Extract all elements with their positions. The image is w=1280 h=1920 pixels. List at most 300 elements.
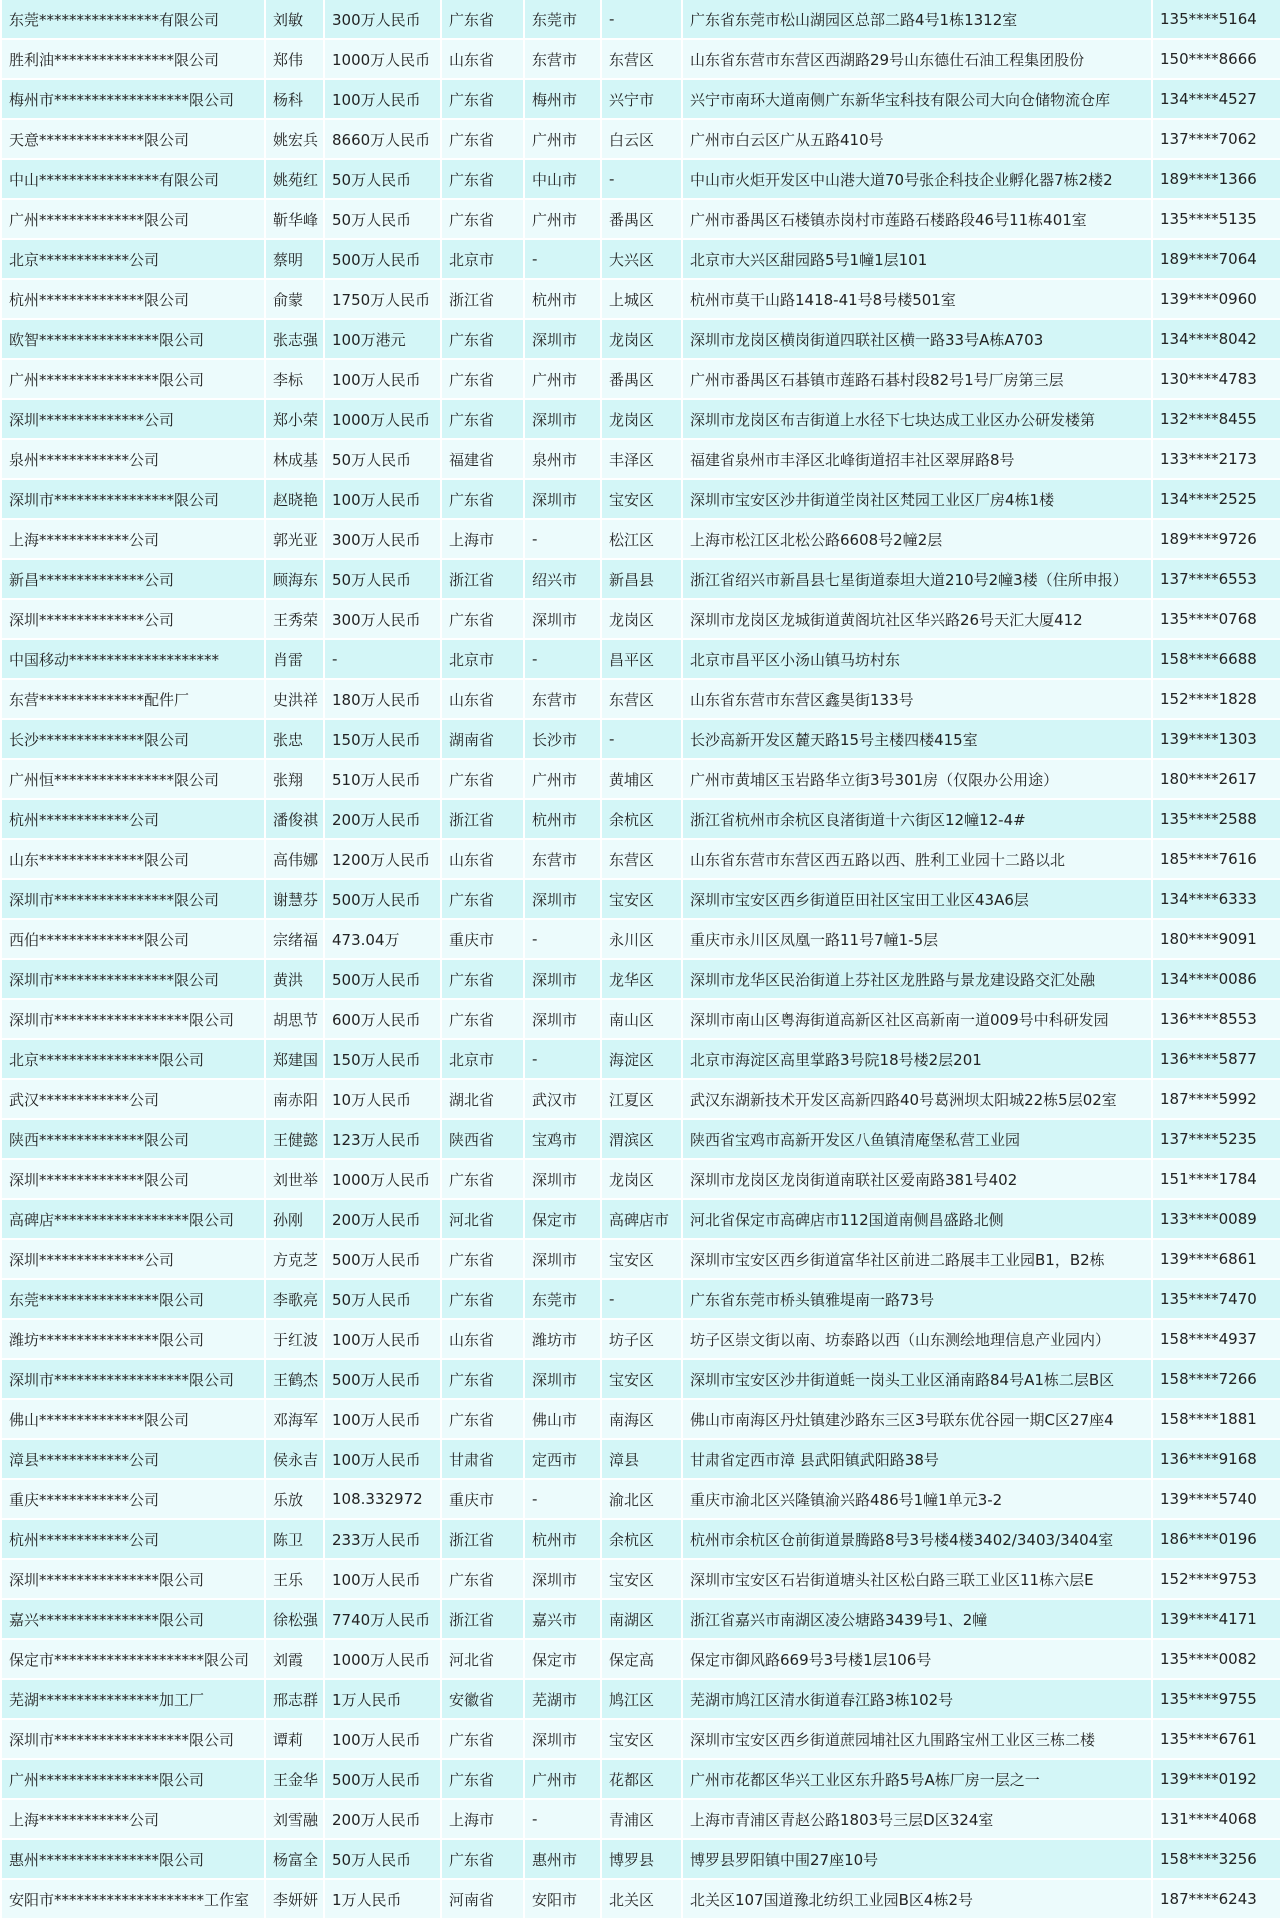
district-cell: -	[602, 720, 681, 760]
phone-cell: 139****6861	[1153, 1240, 1280, 1280]
city-cell: 深圳市	[525, 880, 600, 920]
registered-capital-cell: 1000万人民币	[325, 1160, 440, 1200]
company-name-cell: 深圳**************公司	[2, 600, 264, 640]
city-cell: -	[525, 920, 600, 960]
phone-cell: 136****5877	[1153, 1040, 1280, 1080]
table-row	[2, 1440, 1280, 1480]
table-row	[2, 1800, 1280, 1840]
phone-cell: 135****9755	[1153, 1680, 1280, 1720]
district-cell: 黄埔区	[602, 760, 681, 800]
province-cell: 广东省	[442, 0, 523, 40]
legal-person-cell: 蔡明	[266, 240, 323, 280]
legal-person-cell: 肖雷	[266, 640, 323, 680]
registered-capital-cell: 7740万人民币	[325, 1600, 440, 1640]
company-name-cell: 北京************公司	[2, 240, 264, 280]
phone-cell: 130****4783	[1153, 360, 1280, 400]
registered-capital-cell: 50万人民币	[325, 200, 440, 240]
company-name-cell: 漳县************公司	[2, 1440, 264, 1480]
legal-person-cell: 杨富全	[266, 1840, 323, 1880]
district-cell: 保定高	[602, 1640, 681, 1680]
table-row	[2, 1080, 1280, 1120]
city-cell: 深圳市	[525, 1720, 600, 1760]
city-cell: -	[525, 1040, 600, 1080]
registered-capital-cell: 100万人民币	[325, 480, 440, 520]
legal-person-cell: 南赤阳	[266, 1080, 323, 1120]
address-cell: 深圳市宝安区西乡街道臣田社区宝田工业区43A6层	[683, 880, 1151, 920]
company-name-cell: 西伯**************限公司	[2, 920, 264, 960]
legal-person-cell: 史洪祥	[266, 680, 323, 720]
table-row	[2, 240, 1280, 280]
district-cell: 东营区	[602, 680, 681, 720]
city-cell: 广州市	[525, 1760, 600, 1800]
table-row	[2, 960, 1280, 1000]
legal-person-cell: 王鹤杰	[266, 1360, 323, 1400]
registered-capital-cell: 50万人民币	[325, 1840, 440, 1880]
city-cell: 佛山市	[525, 1400, 600, 1440]
registered-capital-cell: 100万人民币	[325, 1720, 440, 1760]
phone-cell: 137****5235	[1153, 1120, 1280, 1160]
registered-capital-cell: 100万人民币	[325, 360, 440, 400]
district-cell: 南湖区	[602, 1600, 681, 1640]
address-cell: 广州市番禺区石楼镇赤岗村市莲路石楼路段46号11栋401室	[683, 200, 1151, 240]
address-cell: 甘肃省定西市漳 县武阳镇武阳路38号	[683, 1440, 1151, 1480]
legal-person-cell: 张翔	[266, 760, 323, 800]
legal-person-cell: 谢慧芬	[266, 880, 323, 920]
address-cell: 浙江省嘉兴市南湖区凌公塘路3439号1、2幢	[683, 1600, 1151, 1640]
district-cell: 大兴区	[602, 240, 681, 280]
company-name-cell: 深圳市****************限公司	[2, 480, 264, 520]
phone-cell: 139****0192	[1153, 1760, 1280, 1800]
legal-person-cell: 杨科	[266, 80, 323, 120]
city-cell: 深圳市	[525, 400, 600, 440]
district-cell: 鸠江区	[602, 1680, 681, 1720]
province-cell: 广东省	[442, 1280, 523, 1320]
city-cell: 深圳市	[525, 600, 600, 640]
table-row	[2, 1200, 1280, 1240]
address-cell: 佛山市南海区丹灶镇建沙路东三区3号联东优谷园一期C区27座4	[683, 1400, 1151, 1440]
table-row	[2, 1600, 1280, 1640]
legal-person-cell: 俞蒙	[266, 280, 323, 320]
city-cell: 东营市	[525, 840, 600, 880]
phone-cell: 135****5135	[1153, 200, 1280, 240]
company-name-cell: 中国移动********************	[2, 640, 264, 680]
legal-person-cell: 姚苑红	[266, 160, 323, 200]
province-cell: 重庆市	[442, 920, 523, 960]
phone-cell: 180****2617	[1153, 760, 1280, 800]
company-name-cell: 广州**************限公司	[2, 200, 264, 240]
table-row	[2, 1360, 1280, 1400]
legal-person-cell: 林成基	[266, 440, 323, 480]
district-cell: 余杭区	[602, 1520, 681, 1560]
province-cell: 广东省	[442, 1560, 523, 1600]
phone-cell: 135****7470	[1153, 1280, 1280, 1320]
district-cell: 宝安区	[602, 1240, 681, 1280]
address-cell: 山东省东营市东营区西湖路29号山东德仕石油工程集团股份	[683, 40, 1151, 80]
province-cell: 广东省	[442, 1240, 523, 1280]
address-cell: 广东省东莞市桥头镇雅堤南一路73号	[683, 1280, 1151, 1320]
legal-person-cell: 李歌亮	[266, 1280, 323, 1320]
province-cell: 广东省	[442, 400, 523, 440]
table-row	[2, 1760, 1280, 1800]
district-cell: 宝安区	[602, 1720, 681, 1760]
address-cell: 深圳市宝安区西乡街道蔗园埔社区九围路宝州工业区三栋二楼	[683, 1720, 1151, 1760]
company-name-cell: 天意**************限公司	[2, 120, 264, 160]
legal-person-cell: 顾海东	[266, 560, 323, 600]
registered-capital-cell: 100万港元	[325, 320, 440, 360]
registered-capital-cell: 10万人民币	[325, 1080, 440, 1120]
address-cell: 深圳市宝安区西乡街道富华社区前进二路展丰工业园B1，B2栋	[683, 1240, 1151, 1280]
address-cell: 山东省东营市东营区鑫昊街133号	[683, 680, 1151, 720]
city-cell: 广州市	[525, 360, 600, 400]
table-row	[2, 720, 1280, 760]
phone-cell: 139****1303	[1153, 720, 1280, 760]
registered-capital-cell: 500万人民币	[325, 1240, 440, 1280]
legal-person-cell: 郑建国	[266, 1040, 323, 1080]
phone-cell: 134****4527	[1153, 80, 1280, 120]
table-row	[2, 1000, 1280, 1040]
address-cell: 深圳市宝安区石岩街道塘头社区松白路三联工业区11栋六层E	[683, 1560, 1151, 1600]
company-name-cell: 广州恒****************限公司	[2, 760, 264, 800]
province-cell: 浙江省	[442, 280, 523, 320]
registered-capital-cell: 500万人民币	[325, 240, 440, 280]
table-row	[2, 920, 1280, 960]
district-cell: 青浦区	[602, 1800, 681, 1840]
city-cell: 东莞市	[525, 1280, 600, 1320]
registered-capital-cell: 473.04万	[325, 920, 440, 960]
city-cell: 宝鸡市	[525, 1120, 600, 1160]
phone-cell: 158****7266	[1153, 1360, 1280, 1400]
registered-capital-cell: 1750万人民币	[325, 280, 440, 320]
registered-capital-cell: -	[325, 640, 440, 680]
table-row	[2, 0, 1280, 40]
registered-capital-cell: 1000万人民币	[325, 400, 440, 440]
city-cell: 保定市	[525, 1640, 600, 1680]
company-name-cell: 广州****************限公司	[2, 1760, 264, 1800]
city-cell: 安阳市	[525, 1880, 600, 1920]
table-row	[2, 440, 1280, 480]
legal-person-cell: 刘敏	[266, 0, 323, 40]
registered-capital-cell: 500万人民币	[325, 1360, 440, 1400]
company-name-cell: 东莞****************限公司	[2, 1280, 264, 1320]
phone-cell: 189****9726	[1153, 520, 1280, 560]
address-cell: 深圳市龙华区民治街道上芬社区龙胜路与景龙建设路交汇处融	[683, 960, 1151, 1000]
address-cell: 长沙高新开发区麓天路15号主楼四楼415室	[683, 720, 1151, 760]
table-body	[2, 0, 1280, 1920]
legal-person-cell: 张忠	[266, 720, 323, 760]
legal-person-cell: 陈卫	[266, 1520, 323, 1560]
legal-person-cell: 郑小荣	[266, 400, 323, 440]
province-cell: 安徽省	[442, 1680, 523, 1720]
address-cell: 重庆市渝北区兴隆镇渝兴路486号1幢1单元3-2	[683, 1480, 1151, 1520]
table-row	[2, 1880, 1280, 1920]
legal-person-cell: 方克芝	[266, 1240, 323, 1280]
city-cell: 深圳市	[525, 320, 600, 360]
address-cell: 深圳市龙岗区龙城街道黄阁坑社区华兴路26号天汇大厦412	[683, 600, 1151, 640]
city-cell: 芜湖市	[525, 1680, 600, 1720]
district-cell: 龙岗区	[602, 1160, 681, 1200]
phone-cell: 189****1366	[1153, 160, 1280, 200]
phone-cell: 158****6688	[1153, 640, 1280, 680]
phone-cell: 137****6553	[1153, 560, 1280, 600]
province-cell: 浙江省	[442, 560, 523, 600]
table-row	[2, 1240, 1280, 1280]
table-row	[2, 360, 1280, 400]
city-cell: 深圳市	[525, 1560, 600, 1600]
city-cell: -	[525, 1480, 600, 1520]
table-row	[2, 1160, 1280, 1200]
table-row	[2, 1400, 1280, 1440]
registered-capital-cell: 8660万人民币	[325, 120, 440, 160]
province-cell: 广东省	[442, 1720, 523, 1760]
district-cell: 北关区	[602, 1880, 681, 1920]
registered-capital-cell: 180万人民币	[325, 680, 440, 720]
district-cell: 南海区	[602, 1400, 681, 1440]
province-cell: 广东省	[442, 80, 523, 120]
company-name-cell: 安阳市********************工作室	[2, 1880, 264, 1920]
district-cell: 宝安区	[602, 1560, 681, 1600]
province-cell: 广东省	[442, 1000, 523, 1040]
table-row	[2, 1480, 1280, 1520]
phone-cell: 186****0196	[1153, 1520, 1280, 1560]
province-cell: 广东省	[442, 880, 523, 920]
address-cell: 北京市昌平区小汤山镇马坊村东	[683, 640, 1151, 680]
legal-person-cell: 王乐	[266, 1560, 323, 1600]
company-name-cell: 东营**************配件厂	[2, 680, 264, 720]
address-cell: 博罗县罗阳镇中围27座10号	[683, 1840, 1151, 1880]
registered-capital-cell: 1万人民币	[325, 1880, 440, 1920]
address-cell: 福建省泉州市丰泽区北峰街道招丰社区翠屏路8号	[683, 440, 1151, 480]
address-cell: 北京市大兴区甜园路5号1幢1层101	[683, 240, 1151, 280]
address-cell: 浙江省杭州市余杭区良渚街道十六街区12幢12-4#	[683, 800, 1151, 840]
district-cell: 兴宁市	[602, 80, 681, 120]
province-cell: 广东省	[442, 960, 523, 1000]
company-name-cell: 深圳市******************限公司	[2, 1360, 264, 1400]
province-cell: 湖北省	[442, 1080, 523, 1120]
province-cell: 广东省	[442, 760, 523, 800]
registered-capital-cell: 150万人民币	[325, 720, 440, 760]
province-cell: 广东省	[442, 160, 523, 200]
phone-cell: 135****6761	[1153, 1720, 1280, 1760]
province-cell: 北京市	[442, 1040, 523, 1080]
legal-person-cell: 郑伟	[266, 40, 323, 80]
address-cell: 深圳市宝安区沙井街道蚝一岗头工业区涌南路84号A1栋二层B区	[683, 1360, 1151, 1400]
legal-person-cell: 孙刚	[266, 1200, 323, 1240]
registered-capital-cell: 510万人民币	[325, 760, 440, 800]
city-cell: 深圳市	[525, 1360, 600, 1400]
registered-capital-cell: 500万人民币	[325, 880, 440, 920]
company-name-cell: 梅州市******************限公司	[2, 80, 264, 120]
legal-person-cell: 王健懿	[266, 1120, 323, 1160]
city-cell: 长沙市	[525, 720, 600, 760]
legal-person-cell: 邢志群	[266, 1680, 323, 1720]
address-cell: 兴宁市南环大道南侧广东新华宝科技有限公司大向仓储物流仓库	[683, 80, 1151, 120]
registered-capital-cell: 100万人民币	[325, 1440, 440, 1480]
province-cell: 河南省	[442, 1880, 523, 1920]
address-cell: 坊子区崇文街以南、坊泰路以西（山东测绘地理信息产业园内）	[683, 1320, 1151, 1360]
city-cell: 泉州市	[525, 440, 600, 480]
city-cell: 深圳市	[525, 480, 600, 520]
address-cell: 重庆市永川区凤凰一路11号7幢1-5层	[683, 920, 1151, 960]
table-row	[2, 880, 1280, 920]
company-name-cell: 广州****************限公司	[2, 360, 264, 400]
registered-capital-cell: 1200万人民币	[325, 840, 440, 880]
table-row	[2, 760, 1280, 800]
company-name-cell: 潍坊****************限公司	[2, 1320, 264, 1360]
phone-cell: 136****8553	[1153, 1000, 1280, 1040]
province-cell: 广东省	[442, 1160, 523, 1200]
company-name-cell: 重庆************公司	[2, 1480, 264, 1520]
address-cell: 保定市御风路669号3号楼1层106号	[683, 1640, 1151, 1680]
district-cell: 东营区	[602, 40, 681, 80]
legal-person-cell: 黄洪	[266, 960, 323, 1000]
legal-person-cell: 李妍妍	[266, 1880, 323, 1920]
legal-person-cell: 胡思节	[266, 1000, 323, 1040]
legal-person-cell: 郭光亚	[266, 520, 323, 560]
city-cell: 绍兴市	[525, 560, 600, 600]
address-cell: 广州市花都区华兴工业区东升路5号A栋厂房一层之一	[683, 1760, 1151, 1800]
legal-person-cell: 姚宏兵	[266, 120, 323, 160]
province-cell: 广东省	[442, 200, 523, 240]
registered-capital-cell: 200万人民币	[325, 1200, 440, 1240]
company-name-cell: 深圳市****************限公司	[2, 880, 264, 920]
district-cell: 上城区	[602, 280, 681, 320]
phone-cell: 134****0086	[1153, 960, 1280, 1000]
company-name-cell: 泉州************公司	[2, 440, 264, 480]
city-cell: 潍坊市	[525, 1320, 600, 1360]
district-cell: 松江区	[602, 520, 681, 560]
province-cell: 山东省	[442, 840, 523, 880]
table-row	[2, 800, 1280, 840]
province-cell: 河北省	[442, 1200, 523, 1240]
company-name-cell: 东莞****************有限公司	[2, 0, 264, 40]
company-name-cell: 山东**************限公司	[2, 840, 264, 880]
table-row	[2, 1680, 1280, 1720]
phone-cell: 135****5164	[1153, 0, 1280, 40]
city-cell: 广州市	[525, 760, 600, 800]
table-row	[2, 1280, 1280, 1320]
phone-cell: 152****1828	[1153, 680, 1280, 720]
registered-capital-cell: 100万人民币	[325, 1560, 440, 1600]
table-row	[2, 200, 1280, 240]
legal-person-cell: 张志强	[266, 320, 323, 360]
registered-capital-cell: 200万人民币	[325, 800, 440, 840]
address-cell: 深圳市龙岗区布吉街道上水径下七块达成工业区办公研发楼第	[683, 400, 1151, 440]
registered-capital-cell: 150万人民币	[325, 1040, 440, 1080]
table-row	[2, 1560, 1280, 1600]
legal-person-cell: 赵晓艳	[266, 480, 323, 520]
company-name-cell: 深圳市******************限公司	[2, 1000, 264, 1040]
company-name-cell: 深圳**************限公司	[2, 1160, 264, 1200]
table-row	[2, 1520, 1280, 1560]
company-name-cell: 陕西**************限公司	[2, 1120, 264, 1160]
city-cell: -	[525, 640, 600, 680]
address-cell: 北关区107国道豫北纺织工业园B区4栋2号	[683, 1880, 1151, 1920]
company-name-cell: 杭州************公司	[2, 800, 264, 840]
province-cell: 北京市	[442, 240, 523, 280]
address-cell: 深圳市南山区粤海街道高新区社区高新南一道009号中科研发园	[683, 1000, 1151, 1040]
province-cell: 广东省	[442, 120, 523, 160]
city-cell: 中山市	[525, 160, 600, 200]
district-cell: 宝安区	[602, 880, 681, 920]
district-cell: 宝安区	[602, 480, 681, 520]
district-cell: 南山区	[602, 1000, 681, 1040]
phone-cell: 180****9091	[1153, 920, 1280, 960]
city-cell: 深圳市	[525, 1240, 600, 1280]
registered-capital-cell: 300万人民币	[325, 0, 440, 40]
address-cell: 广州市番禺区石碁镇市莲路石碁村段82号1号厂房第三层	[683, 360, 1151, 400]
address-cell: 浙江省绍兴市新昌县七星街道泰坦大道210号2幢3楼（住所申报）	[683, 560, 1151, 600]
district-cell: 漳县	[602, 1440, 681, 1480]
legal-person-cell: 刘雪融	[266, 1800, 323, 1840]
province-cell: 广东省	[442, 1360, 523, 1400]
city-cell: 杭州市	[525, 1520, 600, 1560]
company-name-cell: 中山****************有限公司	[2, 160, 264, 200]
province-cell: 福建省	[442, 440, 523, 480]
district-cell: 新昌县	[602, 560, 681, 600]
phone-cell: 151****1784	[1153, 1160, 1280, 1200]
city-cell: 定西市	[525, 1440, 600, 1480]
province-cell: 山东省	[442, 680, 523, 720]
address-cell: 深圳市龙岗区龙岗街道南联社区爱南路381号402	[683, 1160, 1151, 1200]
city-cell: 东营市	[525, 40, 600, 80]
registered-capital-cell: 100万人民币	[325, 1320, 440, 1360]
company-name-cell: 欧智****************限公司	[2, 320, 264, 360]
city-cell: 广州市	[525, 120, 600, 160]
company-name-cell: 杭州**************限公司	[2, 280, 264, 320]
phone-cell: 158****1881	[1153, 1400, 1280, 1440]
registered-capital-cell: 50万人民币	[325, 160, 440, 200]
registered-capital-cell: 500万人民币	[325, 960, 440, 1000]
legal-person-cell: 乐放	[266, 1480, 323, 1520]
company-name-cell: 保定市********************限公司	[2, 1640, 264, 1680]
province-cell: 湖南省	[442, 720, 523, 760]
district-cell: 番禺区	[602, 200, 681, 240]
registered-capital-cell: 100万人民币	[325, 1400, 440, 1440]
city-cell: -	[525, 240, 600, 280]
district-cell: -	[602, 0, 681, 40]
district-cell: 宝安区	[602, 1360, 681, 1400]
province-cell: 上海市	[442, 1800, 523, 1840]
company-name-cell: 芜湖****************加工厂	[2, 1680, 264, 1720]
district-cell: 昌平区	[602, 640, 681, 680]
legal-person-cell: 王秀荣	[266, 600, 323, 640]
table-row	[2, 600, 1280, 640]
company-name-cell: 上海************公司	[2, 1800, 264, 1840]
city-cell: 保定市	[525, 1200, 600, 1240]
district-cell: 博罗县	[602, 1840, 681, 1880]
city-cell: 杭州市	[525, 280, 600, 320]
province-cell: 山东省	[442, 40, 523, 80]
registered-capital-cell: 50万人民币	[325, 560, 440, 600]
legal-person-cell: 刘世举	[266, 1160, 323, 1200]
table-row	[2, 1120, 1280, 1160]
legal-person-cell: 靳华峰	[266, 200, 323, 240]
district-cell: -	[602, 1280, 681, 1320]
table-row	[2, 280, 1280, 320]
phone-cell: 134****8042	[1153, 320, 1280, 360]
company-name-cell: 胜利油****************限公司	[2, 40, 264, 80]
table-row	[2, 1640, 1280, 1680]
phone-cell: 152****9753	[1153, 1560, 1280, 1600]
city-cell: 深圳市	[525, 1160, 600, 1200]
province-cell: 广东省	[442, 1760, 523, 1800]
address-cell: 广州市黄埔区玉岩路华立街3号301房（仅限办公用途）	[683, 760, 1151, 800]
address-cell: 上海市松江区北松公路6608号2幢2层	[683, 520, 1151, 560]
province-cell: 广东省	[442, 360, 523, 400]
address-cell: 杭州市余杭区仓前街道景腾路8号3号楼4楼3402/3403/3404室	[683, 1520, 1151, 1560]
table-row	[2, 1040, 1280, 1080]
district-cell: 龙岗区	[602, 600, 681, 640]
